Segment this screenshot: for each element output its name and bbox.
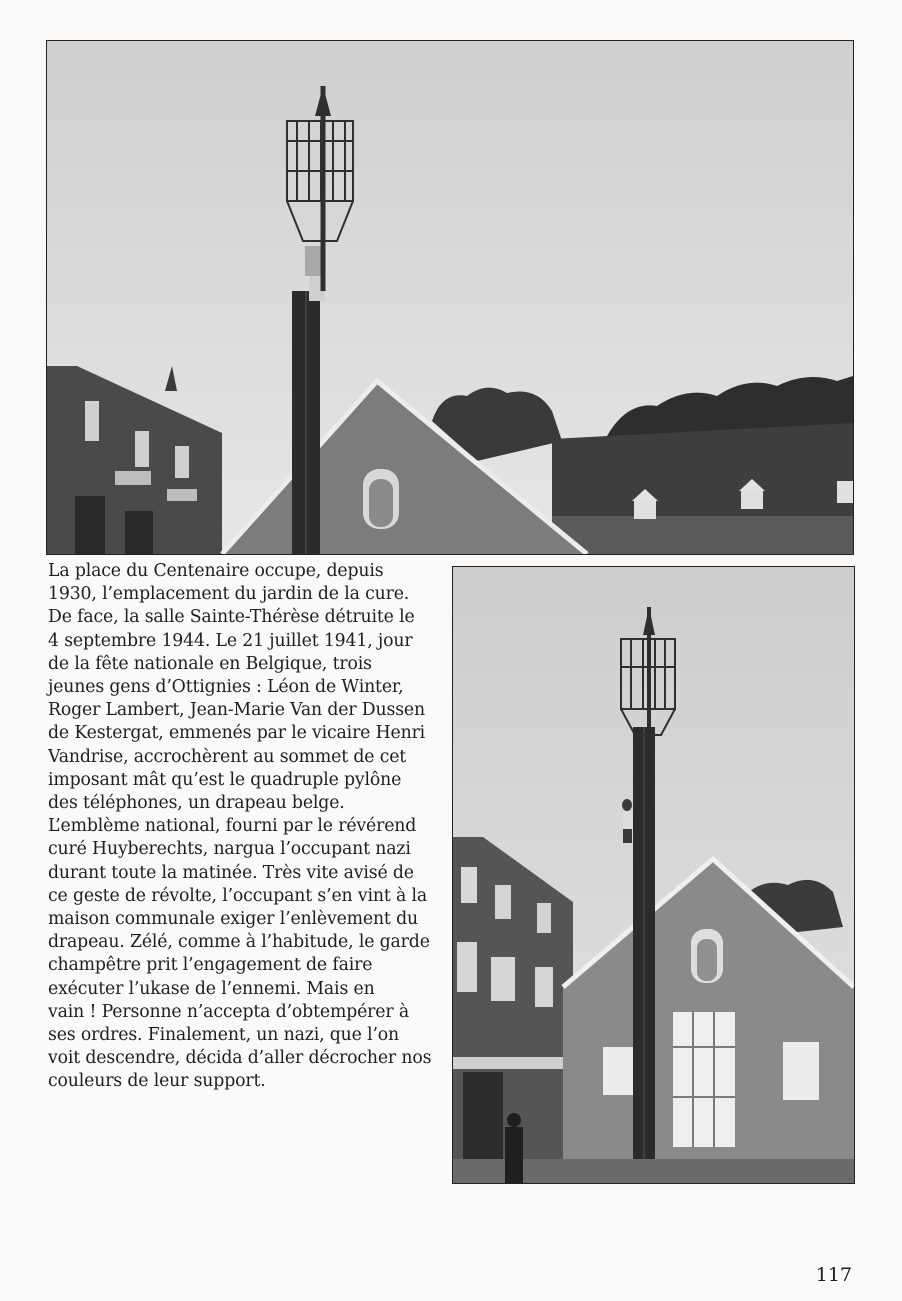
caption-line: L’emblème national, fourni par le révérend (48, 816, 417, 837)
caption-line: des téléphones, un drapeau belge. (48, 793, 345, 814)
caption-line: De face, la salle Sainte-Thérèse détruite le (48, 607, 415, 628)
photo-pylon-with-flag (46, 40, 854, 555)
caption-line: de Kestergat, emmenés par le vicaire Henri (48, 723, 426, 744)
caption-line: champêtre prit l’engagement de faire (48, 955, 373, 976)
caption-line: vain ! Personne n’accepta d’obtempérer à (48, 1001, 409, 1022)
caption-line: curé Huyberechts, nargua l’occupant nazi (48, 839, 411, 860)
caption-line: Roger Lambert, Jean-Marie Van der Dussen (48, 700, 425, 721)
caption-line: maison communale exiger l’enlèvement du (48, 909, 418, 930)
caption-line: voit descendre, décida d’aller décrocher nos (48, 1048, 432, 1069)
page-number: 117 (815, 1264, 852, 1286)
photo-pylon-climber (452, 566, 855, 1184)
caption-line: ce geste de révolte, l’occupant s’en vint à la (48, 885, 427, 906)
caption-line: Vandrise, accrochèrent au sommet de cet (48, 746, 407, 767)
caption-line: ses ordres. Finalement, un nazi, que l’on (48, 1025, 400, 1046)
caption-line: durant toute la matinée. Très vite avisé de (48, 862, 414, 883)
caption-line: La place du Centenaire occupe, depuis (48, 561, 384, 581)
caption-line: jeunes gens d’Ottignies : Léon de Winter, (48, 677, 404, 698)
caption-line: 1930, l’emplacement du jardin de la cure. (48, 584, 410, 605)
caption-line: couleurs de leur support. (48, 1071, 266, 1092)
caption-line: exécuter l’ukase de l’ennemi. Mais en (48, 978, 375, 999)
photo-caption (48, 560, 432, 1094)
caption-line: 4 septembre 1944. Le 21 juillet 1941, jour (48, 630, 413, 651)
caption-line: drapeau. Zélé, comme à l’habitude, le garde (48, 932, 430, 953)
caption-line: de la fête nationale en Belgique, trois (48, 653, 372, 674)
caption-line: imposant mât qu’est le quadruple pylône (48, 769, 402, 790)
